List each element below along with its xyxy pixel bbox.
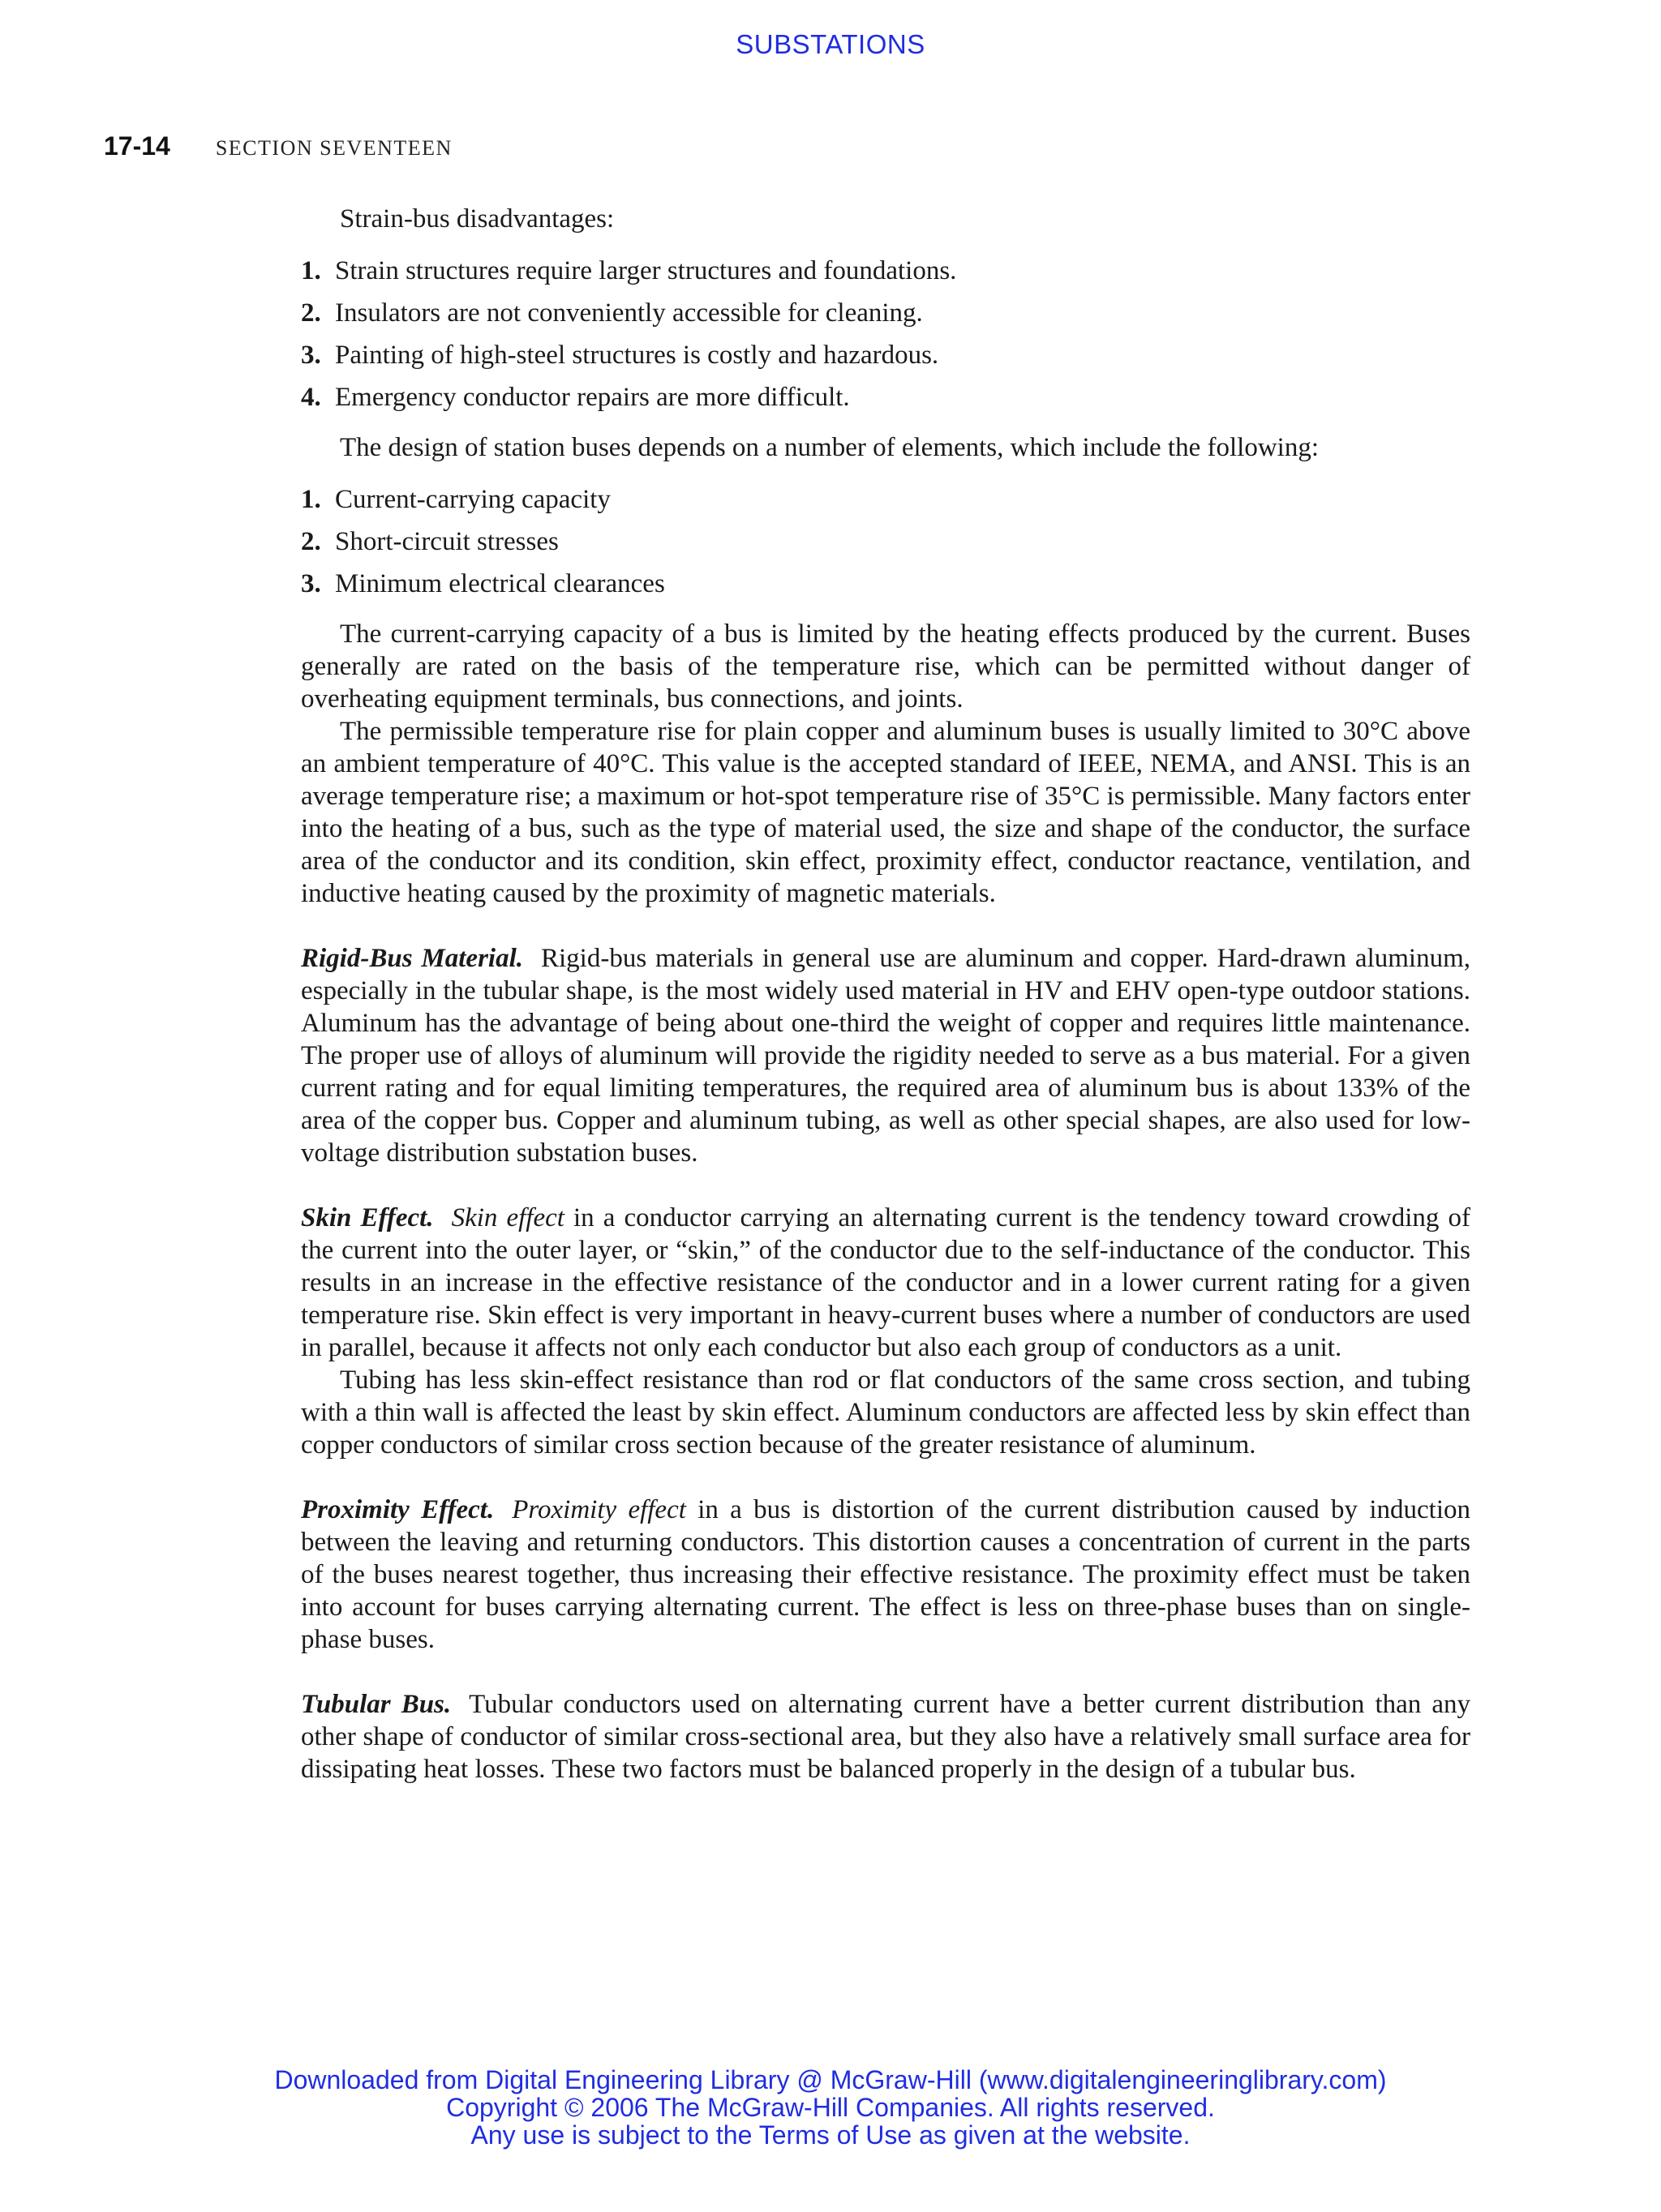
proximity-effect-paragraph (301, 1494, 1470, 1656)
list-item (301, 381, 1470, 414)
capacity-paragraph-2: The permissible temperature rise for plain copper and aluminum buses is usually limited to 30°C above an ambient temperature of 40°C. This value is the accepted standard of IEEE, NEMA, and ANSI. This is an average temperature rise; a maximum or hot-spot temperature rise of 35°C is permissible. Many factors enter into the heating of a bus, such as the type of material used, the size and shape of the conductor, the surface area of the conductor and its condition, skin effect, proximity effect, conductor reactance, ventilation, and inductive heating caused by the proximity of magnetic materials. (301, 717, 1470, 908)
list-text: Minimum electrical clearances (335, 569, 665, 598)
footer-copyright: Copyright © 2006 The McGraw-Hill Companies. All rights reserved. (446, 2093, 1215, 2122)
rigid-bus-text: Rigid-bus materials in general use are aluminum and copper. Hard-drawn aluminum, especially in the tubular shape, is the most widely used material in HV and EHV open-type outdoor stations. Aluminum has the advantage of being about one-third the weight of copper and requires little maintenance. The proper use of alloys of aluminum will provide the rigidity needed to serve as a bus material. For a given current rating and for equal limiting temperatures, the required area of aluminum bus is about 133% of the area of the copper bus. Copper and aluminum tubing, as well as other special shapes, are also used for low-voltage distribution substation buses. (301, 944, 1470, 1168)
skin-effect-heading: Skin Effect. (301, 1203, 434, 1232)
proximity-effect-term: Proximity effect (512, 1495, 686, 1524)
list-text: Insulators are not conveniently accessible for cleaning. (335, 298, 923, 328)
list-text: Emergency conductor repairs are more difficult. (335, 383, 850, 412)
footer-terms: Any use is subject to the Terms of Use as given at the website. (470, 2120, 1191, 2150)
list-item (301, 339, 1470, 371)
skin-effect-paragraph-2: Tubing has less skin-effect resistance than rod or flat conductors of the same cross section, and tubing with a thin wall is affected the least by skin effect. Aluminum conductors are affected less by skin effect than copper conductors of similar cross section because of the greater resistance of aluminum. (301, 1365, 1470, 1460)
strain-bus-list (301, 255, 1470, 414)
list-item (301, 525, 1470, 558)
list-number: 4. (301, 383, 321, 412)
list-number: 1. (301, 256, 321, 285)
rigid-bus-heading: Rigid-Bus Material. (301, 944, 523, 973)
capacity-paragraph-1: The current-carrying capacity of a bus is limited by the heating effects produced by the current. Buses generally are rated on the basis of the temperature rise, which can be permitted without danger of overheating equipment terminals, bus connections, and joints. (301, 619, 1470, 714)
design-intro: The design of station buses depends on a number of elements, which include the following: (340, 433, 1319, 462)
skin-effect-paragraph (301, 1202, 1470, 1364)
list-text: Painting of high-steel structures is costly and hazardous. (335, 341, 939, 370)
proximity-effect-heading: Proximity Effect. (301, 1495, 495, 1524)
list-number: 3. (301, 569, 321, 598)
copyright-footer (0, 2066, 1661, 2149)
list-item (301, 568, 1470, 600)
list-text: Current-carrying capacity (335, 485, 611, 514)
list-item (301, 297, 1470, 329)
skin-effect-text: in a conductor carrying an alternating current is the tendency toward crowding of the current into the outer layer, or “skin,” of the conductor due to the self-inductance of the conductor. This results in an increase in the effective resistance of the conductor and in a lower current rating for a given temperature rise. Skin effect is very important in heavy-current buses where a number of conductors are used in parallel, because it affects not only each conductor but also each group of conductors as a unit. (301, 1203, 1470, 1362)
top-banner: SUBSTATIONS (736, 29, 925, 59)
page-number: 17-14 (104, 131, 170, 161)
rigid-bus-paragraph (301, 942, 1470, 1169)
proximity-effect-text: in a bus is distortion of the current distribution caused by induction between the leaving and returning conductors. This distortion causes a concentration of current in the parts of the buses nearest together, thus increasing their effective resistance. The proximity effect must be taken into account for buses carrying alternating current. The effect is less on three-phase buses than on single-phase buses. (301, 1495, 1470, 1654)
list-text: Strain structures require larger structures and foundations. (335, 256, 957, 285)
list-text: Short-circuit stresses (335, 527, 559, 556)
list-number: 2. (301, 527, 321, 556)
list-number: 3. (301, 341, 321, 370)
skin-effect-term: Skin effect (451, 1203, 564, 1232)
strain-bus-intro: Strain-bus disadvantages: (340, 204, 615, 234)
design-elements-list (301, 483, 1470, 600)
running-head (104, 131, 453, 161)
tubular-bus-heading: Tubular Bus. (301, 1690, 452, 1719)
list-number: 2. (301, 298, 321, 328)
tubular-bus-paragraph (301, 1688, 1470, 1785)
page-content (301, 203, 1470, 1785)
section-title: SECTION SEVENTEEN (215, 136, 453, 160)
footer-download-link[interactable]: Downloaded from Digital Engineering Library @ McGraw-Hill (www.digitalengineeringlibrary.com) (274, 2065, 1387, 2094)
tubular-bus-text: Tubular conductors used on alternating current have a better current distribution than any other shape of conductor of similar cross-sectional area, but they also have a relatively small surface area for dissipating heat losses. These two factors must be balanced properly in the design of a tubular bus. (301, 1690, 1470, 1784)
list-number: 1. (301, 485, 321, 514)
list-item (301, 483, 1470, 516)
list-item (301, 255, 1470, 287)
